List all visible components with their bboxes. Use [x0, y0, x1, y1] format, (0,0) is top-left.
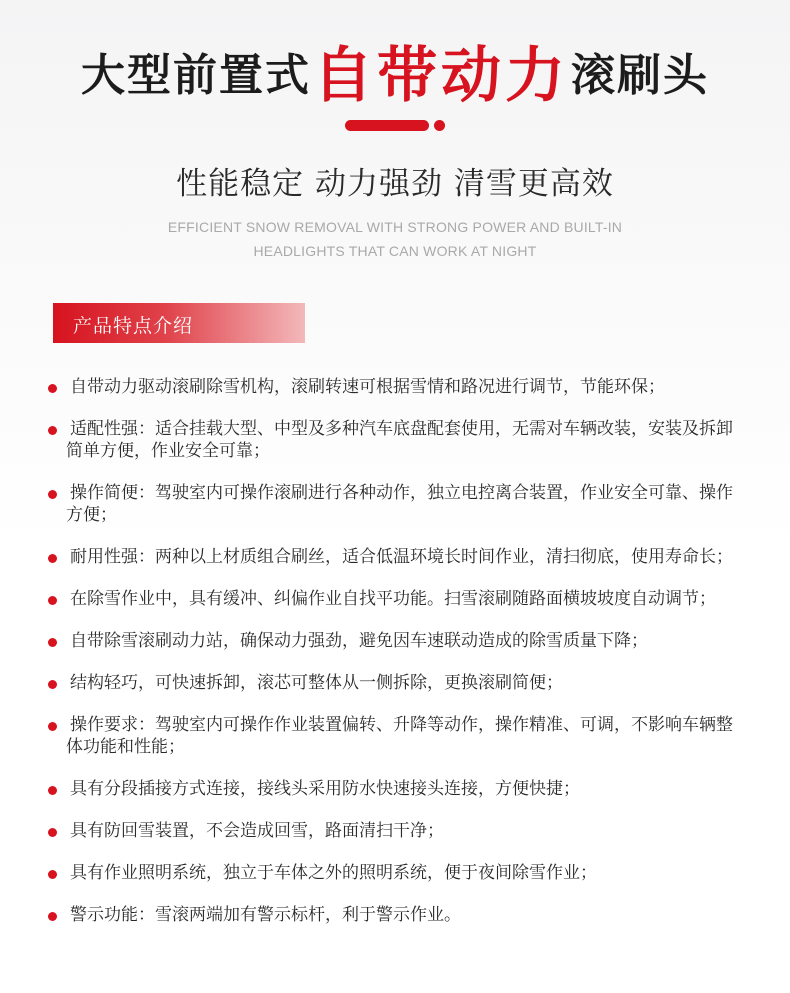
feature-text: 适配性强：适合挂载大型、中型及多种汽车底盘配套使用，无需对车辆改装，安装及拆卸简单方便，作业安全可靠； — [66, 419, 733, 461]
english-tagline-line-2: HEADLIGHTS THAT CAN WORK AT NIGHT — [253, 243, 537, 259]
feature-item — [0, 630, 734, 652]
feature-text: 自带动力驱动滚刷除雪机构，滚刷转速可根据雪情和路况进行调节，节能环保； — [70, 377, 665, 397]
title-suffix: 滚刷头 — [571, 50, 709, 101]
feature-item — [0, 546, 734, 568]
feature-item — [0, 588, 734, 610]
english-tagline-line-1: EFFICIENT SNOW REMOVAL WITH STRONG POWER AND BUILT-IN — [167, 219, 623, 235]
feature-text: 警示功能：雪滚两端加有警示标杆，利于警示作业。 — [70, 905, 461, 925]
bullet-dot-icon — [48, 490, 57, 499]
bullet-dot-icon — [48, 828, 57, 837]
bullet-dot-icon — [48, 426, 57, 435]
feature-text: 具有分段插接方式连接，接线头采用防水快速接头连接，方便快捷； — [70, 779, 580, 799]
feature-item — [0, 862, 734, 884]
divider-dot — [434, 120, 445, 131]
feature-text: 操作简便：驾驶室内可操作滚刷进行各种动作，独立电控离合装置，作业安全可靠、操作方便； — [66, 483, 733, 525]
section-header-label: 产品特点介绍 — [73, 315, 194, 337]
feature-text: 操作要求：驾驶室内可操作作业装置偏转、升降等动作，操作精准、可调，不影响车辆整体功能和性能； — [66, 715, 733, 757]
bullet-dot-icon — [48, 722, 57, 731]
feature-text: 结构轻巧，可快速拆卸，滚芯可整体从一侧拆除，更换滚刷简便； — [70, 673, 563, 693]
feature-list — [0, 376, 790, 946]
bullet-dot-icon — [48, 786, 57, 795]
bullet-dot-icon — [48, 638, 57, 647]
feature-text: 具有作业照明系统，独立于车体之外的照明系统，便于夜间除雪作业； — [70, 863, 597, 883]
feature-text: 具有防回雪装置，不会造成回雪，路面清扫干净； — [70, 821, 444, 841]
bullet-dot-icon — [48, 554, 57, 563]
feature-item — [0, 904, 734, 926]
feature-text: 耐用性强：两种以上材质组合刷丝，适合低温环境长时间作业，清扫彻底，使用寿命长； — [70, 547, 733, 567]
bullet-dot-icon — [48, 870, 57, 879]
feature-item — [0, 778, 734, 800]
title-highlight: 自带动力 — [313, 41, 569, 111]
feature-item — [0, 418, 734, 462]
title-prefix: 大型前置式 — [81, 50, 311, 101]
divider-bar — [345, 120, 429, 131]
title-divider — [345, 120, 445, 132]
subtitle: 性能稳定 动力强劲 清雪更高效 — [176, 166, 614, 202]
bullet-dot-icon — [48, 680, 57, 689]
bullet-dot-icon — [48, 384, 57, 393]
bullet-dot-icon — [48, 596, 57, 605]
feature-item — [0, 672, 734, 694]
feature-text: 自带除雪滚刷动力站，确保动力强劲，避免因车速联动造成的除雪质量下降； — [70, 631, 648, 651]
feature-text: 在除雪作业中，具有缓冲、纠偏作业自找平功能。扫雪滚刷随路面横坡坡度自动调节； — [70, 589, 716, 609]
feature-item — [0, 482, 734, 526]
feature-item — [0, 714, 734, 758]
feature-item — [0, 820, 734, 842]
bullet-dot-icon — [48, 912, 57, 921]
section-header — [53, 303, 305, 343]
page-title — [0, 28, 790, 114]
feature-item — [0, 376, 734, 398]
